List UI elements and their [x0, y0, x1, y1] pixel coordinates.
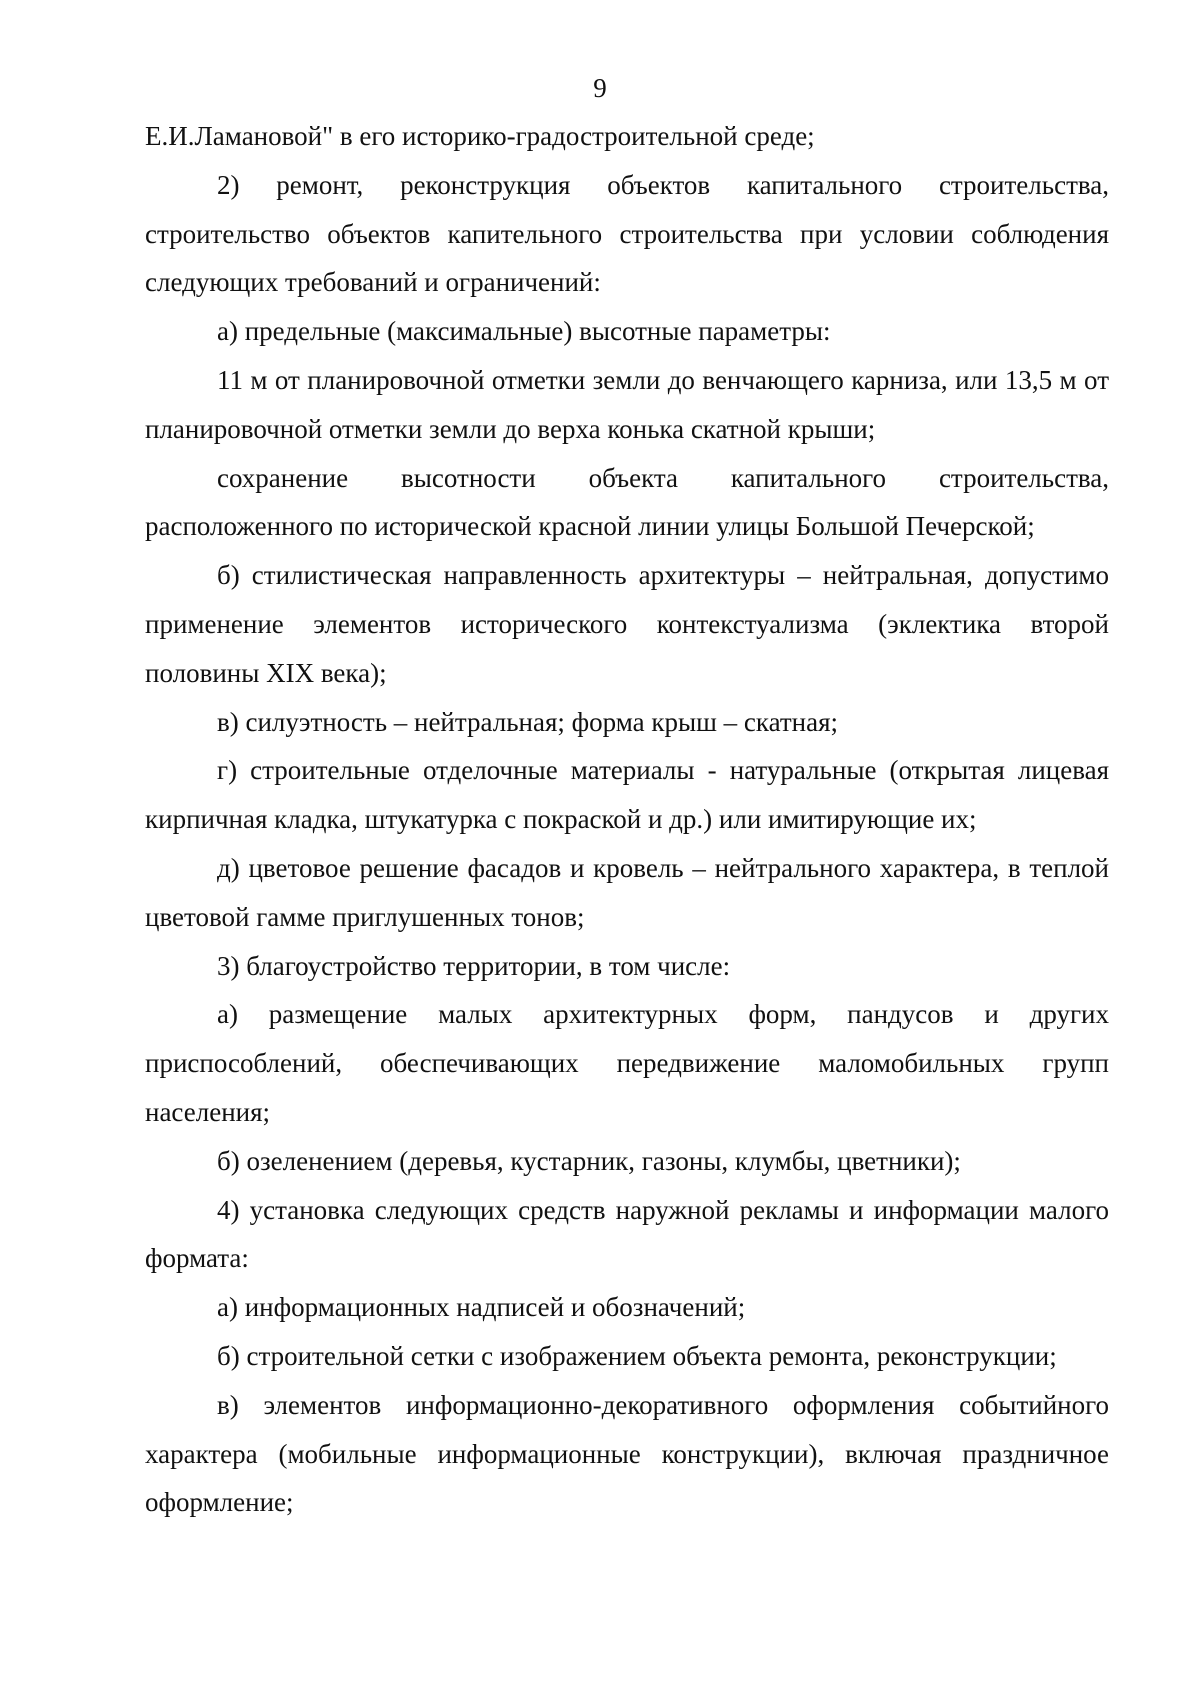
paragraph-12: б) озеленением (деревья, кустарник, газоны, клумбы, цветники); [217, 1145, 961, 1176]
paragraph-13: 4) установка следующих средств наружной рекламы и информации малого формата: [145, 1194, 1109, 1274]
paragraph-3: а) предельные (максимальные) высотные параметры: [217, 316, 831, 347]
paragraph-15: б) строительной сетки с изображением объекта ремонта, реконструкции; [217, 1340, 1057, 1371]
paragraph-2: 2) ремонт, реконструкция объектов капитального строительства, строительство объектов капительного строительства при условии соблюдения следующих требований и ограничений: [145, 169, 1109, 298]
page-number: 9 [593, 73, 607, 103]
paragraph-6: б) стилистическая направленность архитектуры – нейтральная, допустимо применение элементов исторического контекстуализма (эклектика второй половины XIX века); [145, 560, 1109, 688]
paragraph-8: г) строительные отделочные материалы - натуральные (открытая лицевая кирпичная кладка, штукатурка с покраской и др.) или имитирующие их; [145, 755, 1109, 835]
paragraph-14: а) информационных надписей и обозначений; [217, 1292, 746, 1323]
document-body [145, 112, 1109, 1527]
paragraph-10: 3) благоустройство территории, в том числе: [217, 950, 731, 981]
paragraph-16: в) элементов информационно-декоративного оформления событийного характера (мобильные информационные конструкции), включая праздничное оформление; [145, 1389, 1109, 1518]
paragraph-5: сохранение высотности объекта капитального строительства, расположенного по исторической красной линии улицы Большой Печерской; [145, 462, 1109, 542]
paragraph-11: а) размещение малых архитектурных форм, пандусов и других приспособлений, обеспечивающих передвижение маломобильных групп населения; [145, 999, 1109, 1127]
paragraph-7: в) силуэтность – нейтральная; форма крыш – скатная; [217, 706, 839, 737]
paragraph-4: 11 м от планировочной отметки земли до венчающего карниза, или 13,5 м от планировочной отметки земли до верха конька скатной крыши; [145, 364, 1109, 444]
paragraph-1: Е.И.Ламановой" в его историко-градостроительной среде; [145, 121, 815, 151]
paragraph-9: д) цветовое решение фасадов и кровель – нейтрального характера, в теплой цветовой гамме приглушенных тонов; [145, 852, 1109, 932]
